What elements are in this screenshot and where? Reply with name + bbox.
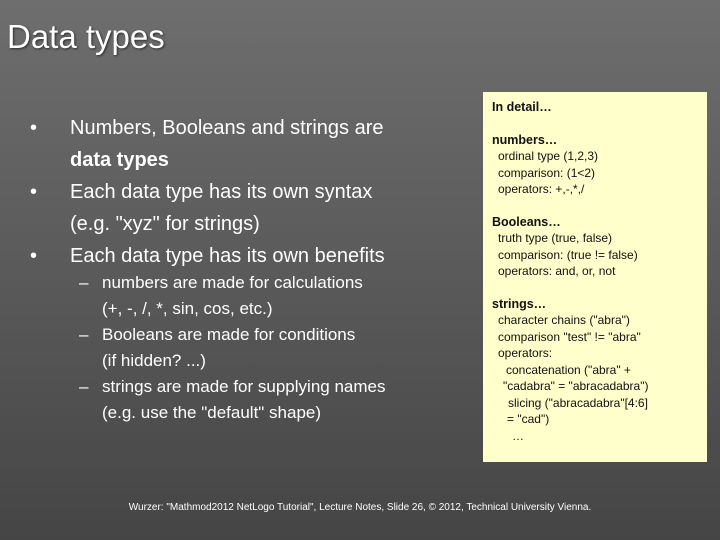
sub-bullet-item (79, 374, 459, 426)
detail-heading: In detail… (492, 100, 552, 114)
bullet-item (30, 176, 470, 240)
slide-title: Data types (7, 18, 165, 55)
strings-line: "cadabra" = "abracadabra") (503, 379, 649, 393)
bullet-item (30, 240, 470, 272)
sub-bullet-marker: – (79, 273, 89, 292)
strings-line: character chains ("abra") (498, 313, 630, 327)
strings-line: comparison "test" != "abra" (498, 329, 641, 344)
bullet-item (30, 112, 470, 176)
booleans-line: truth type (true, false) (498, 231, 613, 245)
numbers-line: ordinal type (1,2,3) (498, 149, 599, 163)
bullet-text: Each data type has its own syntax (70, 181, 373, 203)
detail-box (483, 92, 707, 462)
bullet-text: Numbers, Booleans and strings are (70, 117, 384, 139)
numbers-line: operators: +,-,*,/ (498, 182, 585, 196)
bullet-text-continued: (e.g. "xyz" for strings) (70, 213, 260, 235)
sub-bullet-text-continued: (if hidden? ...) (102, 351, 206, 370)
booleans-line: operators: and, or, not (498, 264, 616, 278)
strings-line: concatenation ("abra" + (506, 362, 631, 377)
sub-bullet-text: strings are made for supplying names (102, 377, 386, 396)
sub-bullet-marker: – (79, 325, 89, 344)
booleans-line: comparison: (true != false) (498, 247, 638, 262)
booleans-header: Booleans… (492, 214, 561, 229)
numbers-line: comparison: (1<2) (498, 165, 596, 180)
strings-line: = "cad") (507, 412, 550, 426)
bullet-marker: • (30, 245, 38, 267)
bullet-marker: • (30, 181, 38, 203)
sub-bullet-marker: – (79, 377, 89, 396)
sub-bullet-item (79, 322, 459, 374)
sub-bullet-text: Booleans are made for conditions (102, 325, 356, 344)
strings-line: operators: (498, 346, 553, 360)
sub-bullet-item (79, 270, 459, 322)
bullet-marker: • (30, 117, 38, 139)
sub-bullet-text: numbers are made for calculations (102, 273, 363, 292)
strings-line: slicing ("abracadabra"[4:6] (508, 395, 648, 410)
bullet-text-bold: data types (70, 149, 169, 171)
numbers-header: numbers… (492, 132, 558, 147)
slide-footer: Wurzer: "Mathmod2012 NetLogo Tutorial", Lecture Notes, Slide 26, © 2012, Technical University Vienna. (128, 502, 592, 513)
bullet-list (30, 112, 470, 272)
strings-line: … (512, 428, 524, 443)
bullet-text: Each data type has its own benefits (70, 245, 385, 267)
strings-header: strings… (492, 296, 547, 311)
sub-bullet-text-continued: (+, -, /, *, sin, cos, etc.) (102, 299, 273, 318)
sub-bullet-list (79, 270, 459, 426)
sub-bullet-text-continued: (e.g. use the "default" shape) (102, 403, 322, 422)
